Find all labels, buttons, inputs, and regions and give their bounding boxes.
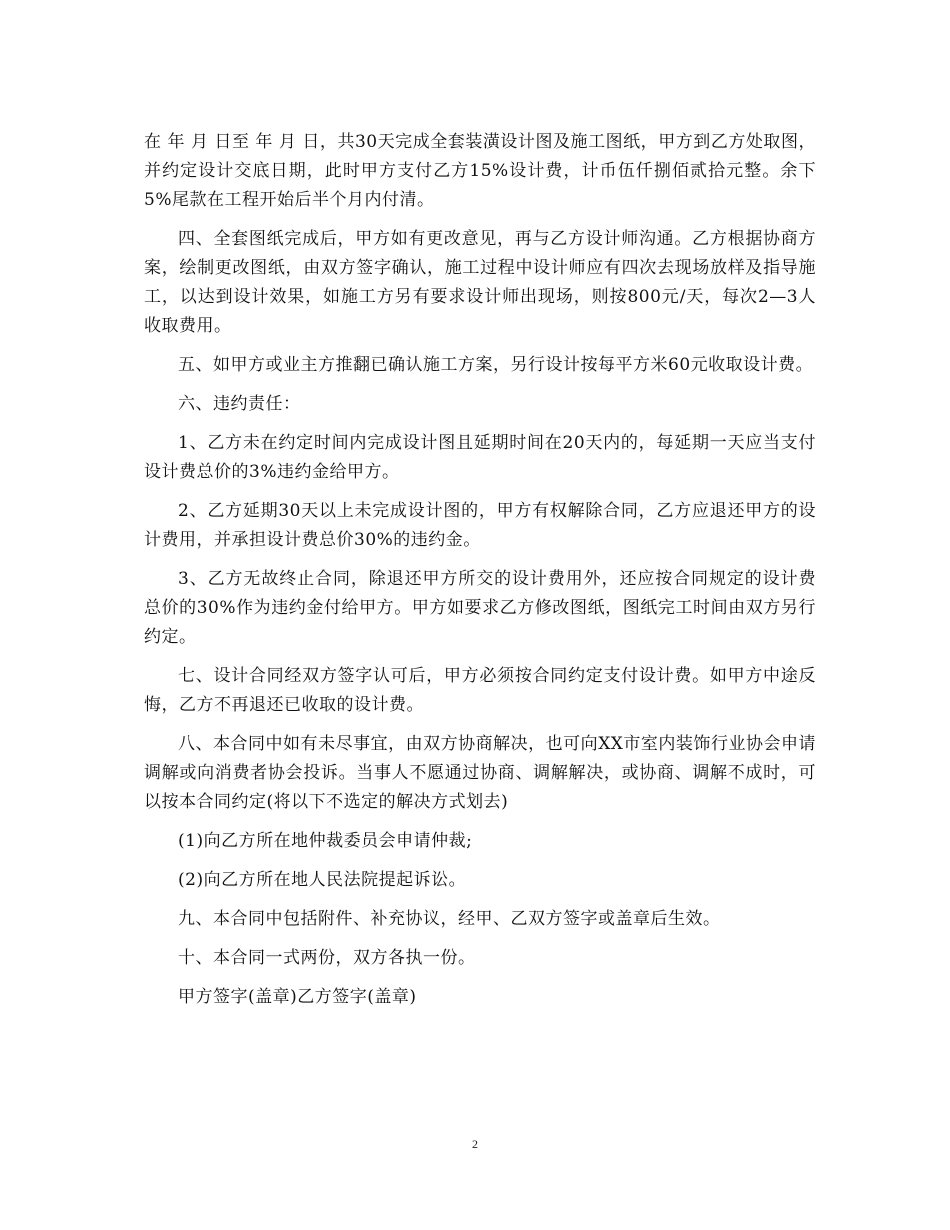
signature-line: 甲方签字(盖章)乙方签字(盖章) <box>178 987 417 1007</box>
paragraph-clause-8-option-1: (1)向乙方所在地仲裁委员会申请仲裁; <box>178 831 473 851</box>
paragraph-clause-6-item-2: 2、乙方延期30天以上未完成设计图的，甲方有权解除合同，乙方应退还甲方的设计费用，并承担设计费总价30%的违约金。 <box>144 501 816 550</box>
paragraph-clause-6-item-3: 3、乙方无故终止合同，除退还甲方所交的设计费用外，还应按合同规定的设计费总价的30%作为违约金付给甲方。甲方如要求乙方修改图纸，图纸完工时间由双方另行约定。 <box>144 569 816 647</box>
paragraph-clause-7: 七、设计合同经双方签字认可后，甲方必须按合同约定支付设计费。如甲方中途反悔，乙方不再退还已收取的设计费。 <box>144 666 816 715</box>
paragraph-clause-5: 五、如甲方或业主方推翻已确认施工方案，另行设计按每平方米60元收取设计费。 <box>178 355 814 375</box>
paragraph-clause-8-option-2: (2)向乙方所在地人民法院提起诉讼。 <box>178 870 467 890</box>
paragraph-clause-9: 九、本合同中包括附件、补充协议，经甲、乙双方签字或盖章后生效。 <box>178 909 721 929</box>
page-number: 2 <box>472 1137 478 1151</box>
paragraph-clause-6-item-1: 1、乙方未在约定时间内完成设计图且延期时间在20天内的，每延期一天应当支付设计费总价的3%违约金给甲方。 <box>144 433 816 482</box>
paragraph-clause-8: 八、本合同中如有未尽事宜，由双方协商解决，也可向XX市室内装饰行业协会申请调解或向消费者协会投诉。当事人不愿通过协商、调解解决，或协商、调解不成时，可以按本合同约定(将以下不选定的解决方式划去) <box>144 734 816 812</box>
paragraph-clause-6-heading: 六、违约责任： <box>178 394 301 414</box>
paragraph-clause-4: 四、全套图纸完成后，甲方如有更改意见，再与乙方设计师沟通。乙方根据协商方案，绘制更改图纸，由双方签字确认，施工过程中设计师应有四次去现场放样及指导施工，以达到设计效果，如施工方另有要求设计师出现场，则按800元/天，每次2—3人收取费用。 <box>144 229 816 336</box>
paragraph-design-timeline: 在 年 月 日至 年 月 日，共30天完成全套装潢设计图及施工图纸，甲方到乙方处取图，并约定设计交底日期，此时甲方支付乙方15%设计费，计币伍仟捌佰贰拾元整。余下5%尾款在工程开始后半个月内付清。 <box>144 132 816 210</box>
paragraph-clause-10: 十、本合同一式两份，双方各执一份。 <box>178 948 476 968</box>
document-body <box>144 128 816 1012</box>
